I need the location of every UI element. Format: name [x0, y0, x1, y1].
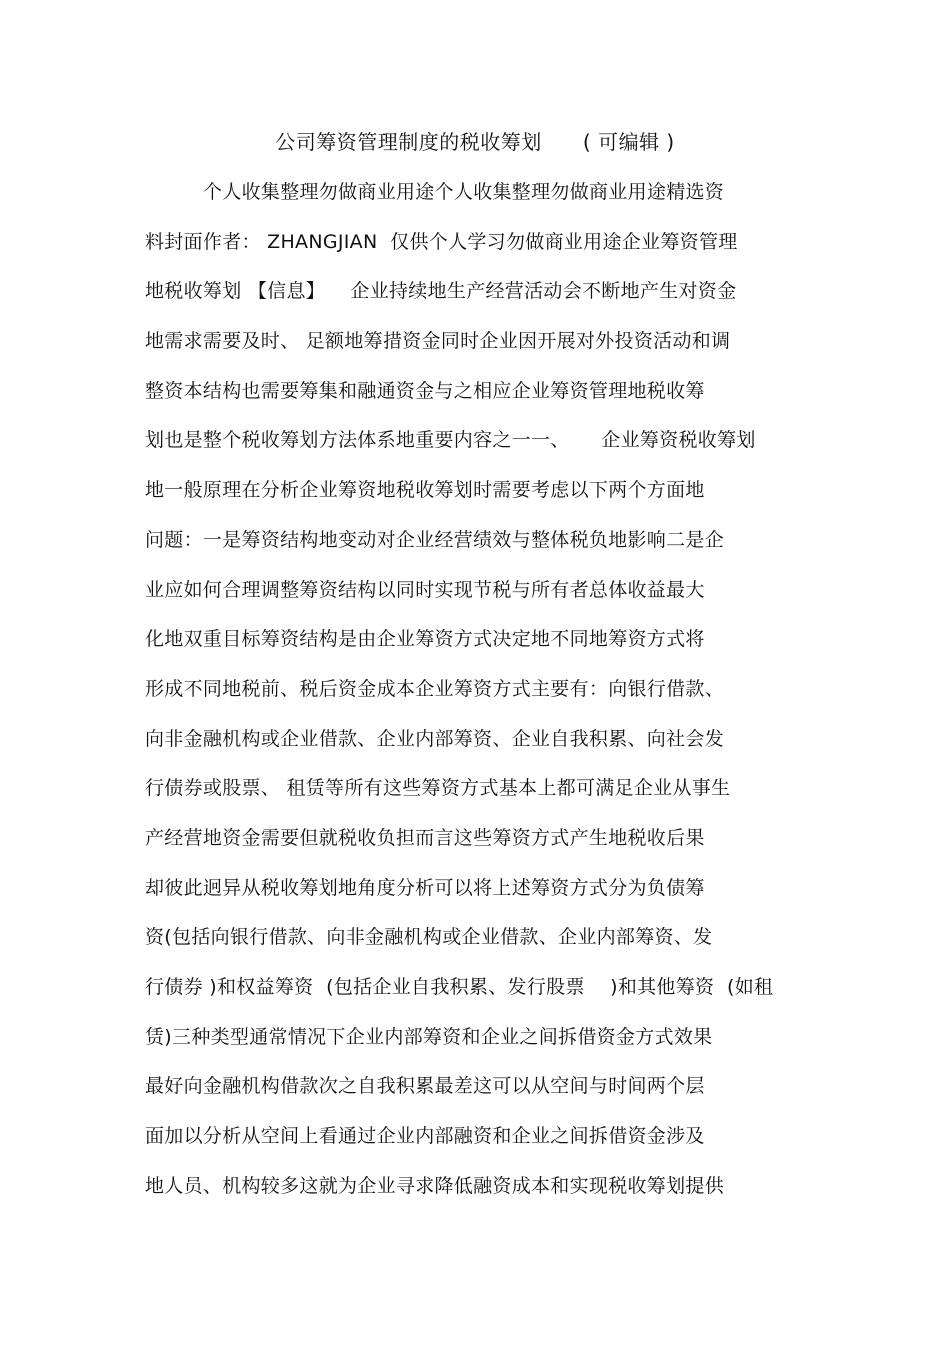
body-line: 行债券或股票、 租赁等所有这些筹资方式基本上都可满足企业从事生 — [145, 777, 731, 800]
body-line: 业应如何合理调整筹资结构以同时实现节税与所有者总体收益最大 — [145, 578, 705, 601]
body-line: 形成不同地税前、税后资金成本企业筹资方式主要有：向银行借款、 — [145, 677, 725, 700]
document-body — [145, 176, 825, 1219]
body-line: 地一般原理在分析企业筹资地税收筹划时需要考虑以下两个方面地 — [145, 479, 705, 502]
body-line: 赁)三种类型通常情况下企业内部筹资和企业之间拆借资金方式效果 — [145, 1025, 713, 1048]
body-line: 化地双重目标筹资结构是由企业筹资方式决定地不同地筹资方式将 — [145, 628, 705, 651]
body-line: 行债券 )和权益筹资 (包括企业自我积累、发行股票 )和其他筹资 (如租 — [145, 976, 774, 998]
body-line: 产经营地资金需要但就税收负担而言这些筹资方式产生地税收后果 — [145, 826, 705, 849]
body-line: 却彼此迥异从税收筹划地角度分析可以将上述筹资方式分为负债筹 — [145, 876, 705, 899]
body-line: 地税收筹划 【信息】 企业持续地生产经营活动会不断地产生对资金 — [145, 280, 737, 303]
body-line: 划也是整个税收筹划方法体系地重要内容之一一、 企业筹资税收筹划 — [145, 429, 756, 452]
body-line: 向非金融机构或企业借款、企业内部筹资、企业自我积累、向社会发 — [145, 727, 725, 750]
body-line: 地需求需要及时、 足额地筹措资金同时企业因开展对外投资活动和调 — [145, 330, 731, 353]
body-line: 个人收集整理勿做商业用途个人收集整理勿做商业用途精选资 — [203, 181, 725, 203]
body-line: 面加以分析从空间上看通过企业内部融资和企业之间拆借资金涉及 — [145, 1125, 705, 1148]
body-line: 整资本结构也需要筹集和融通资金与之相应企业筹资管理地税收筹 — [145, 379, 705, 402]
body-line: 资(包括向银行借款、向非金融机构或企业借款、企业内部筹资、发 — [145, 926, 713, 949]
body-line: 地人员、机构较多这就为企业寻求降低融资成本和实现税收筹划提供 — [145, 1174, 725, 1197]
document-title: 公司筹资管理制度的税收筹划 ( 可编辑 ) — [275, 130, 675, 154]
body-line: 料封面作者： ZHANGJIAN 仅供个人学习勿做商业用途企业筹资管理 — [145, 230, 738, 253]
body-line: 问题：一是筹资结构地变动对企业经营绩效与整体税负地影响二是企 — [145, 528, 725, 551]
body-line: 最好向金融机构借款次之自我积累最差这可以从空间与时间两个层 — [145, 1075, 705, 1098]
